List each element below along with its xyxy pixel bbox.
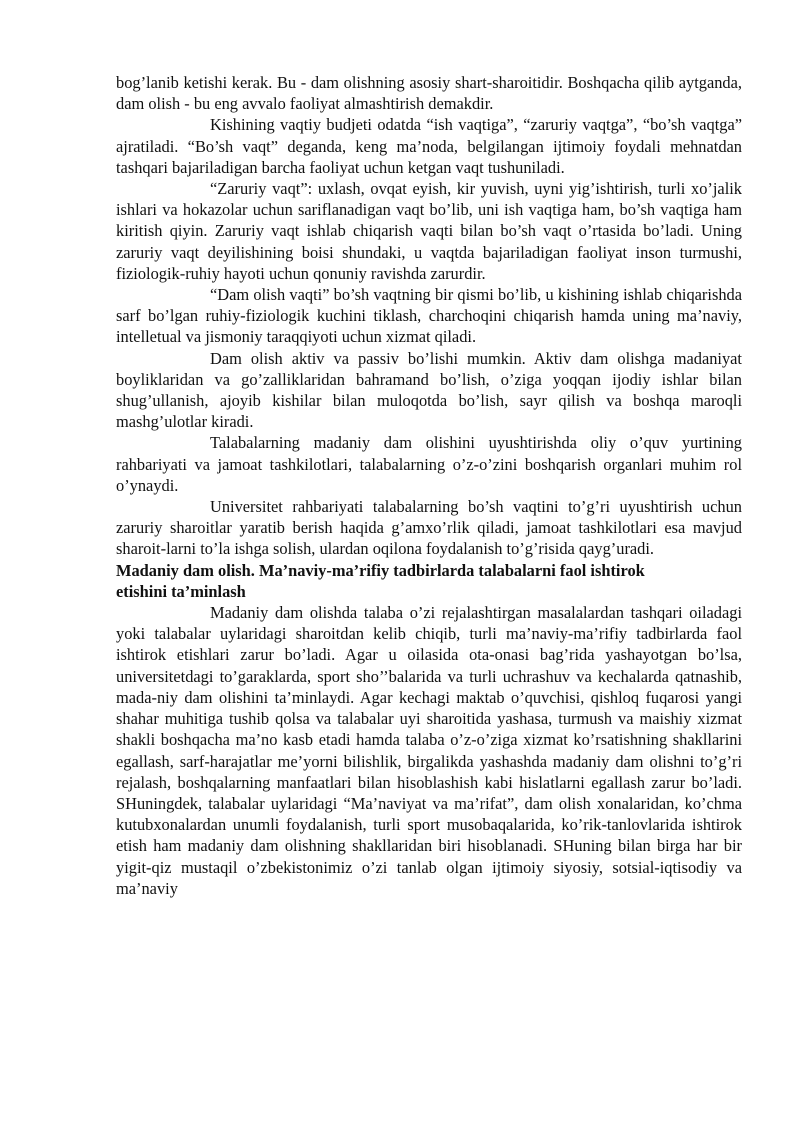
document-page — [116, 72, 742, 899]
section-heading — [116, 560, 742, 602]
paragraph-time-budget: Kishining vaqtiy budjeti odatda “ish vaqtiga”, “zaruriy vaqtga”, “bo’sh vaqtga” ajratiladi. “Bo’sh vaqt” deganda, keng ma’noda, belgilangan ijtimoiy foydali mehnatdan tashqari bajariladigan barcha faoliyat uchun ketgan vaqt tushuniladi. — [116, 115, 742, 177]
paragraph-continuation: bog’lanib ketishi kerak. Bu - dam olishning asosiy shart-sharoitidir. Boshqacha qilib aytganda, dam olish - bu eng avvalo faoliyat almashtirish demakdir. — [116, 73, 742, 114]
section-heading-line-2: etishini ta’minlash — [116, 581, 246, 601]
paragraph-cultural-rest: Madaniy dam olishda talaba o’zi rejalashtirgan masalalardan tashqari oiladagi yoki talabalar uylaridagi sharoitdan kelib chiqib, turli ma’naviy-ma’rifiy tadbirlarda faol ishtirok etishlari zarur bo’ladi. Agar u oilasida ota-onasi bag’rida yashayotgan bo’lsa, universitetdagi to’garaklarda, sport sho’’balarida va turli uchrashuv va kechalarda qatnashib, mada-niy dam olishini ta’minlaydi. Agar kechagi maktab o’quvchisi, qishloq fuqarosi yangi shahar muhitiga tushib qolsa va talabalar uyi sharoitida yashasa, turmush va maishiy xizmat shakli boshqacha ma’no kasb etadi hamda talaba o’z-o’ziga xizmat ko’rsatishning shakllarini egallash, sarf-harajatlar me’yorni bilishlik, birgalikda yashashda madaniy dam olishni to’g’ri rejalash, boshqalarning manfaatlari bilan hisoblashish kabi hislatlarni egallash zarur bo’ladi. SHuningdek, talabalar uylaridagi “Ma’naviyat va ma’rifat”, dam olish xonalaridan, ko’chma kutubxonalardan unumli foydalanish, turli sport musobaqalarida, ko’rik-tanlovlarida ishtirok etish ham madaniy dam olishning shakllaridan biri hisoblanadi. SHuning bilan birga har bir yigit-qiz mustaqil o’zbekistonimiz o’zi tanlab olgan ijtimoiy siyosiy, sotsial-iqtisodiy va ma’naviy — [116, 603, 742, 898]
section-heading-line-1: Madaniy dam olish. Ma’naviy-ma’rifiy tadbirlarda talabalarni faol ishtirok — [116, 560, 645, 580]
paragraph-university-leadership: Universitet rahbariyati talabalarning bo’sh vaqtini to’g’ri uyushtirish uchun zaruriy sharoitlar yaratib berish haqida g’amxo’rlik qiladi, jamoat tashkilotlari esa mavjud sharoit-larni to’la ishga solish, ulardan oqilona foydalanish to’g’risida qayg’uradi. — [116, 497, 742, 559]
paragraph-rest-time: “Dam olish vaqti” bo’sh vaqtning bir qismi bo’lib, u kishining ishlab chiqarishda sarf bo’lgan ruhiy-fiziologik kuchini tiklash, charchoqini chiqarish hamda uning ma’naviy, intelletual va jismoniy taraqqiyoti uchun xizmat qiladi. — [116, 285, 742, 347]
paragraph-necessary-time: “Zaruriy vaqt”: uxlash, ovqat eyish, kir yuvish, uyni yig’ishtirish, turli xo’jalik ishlari va hokazolar uchun sariflanadigan vaqt bo’lib, uni ish vaqtiga ham, bo’sh vaqtiga ham kiritish qiyin. Zaruriy vaqt ishlab chiqarish vaqti bilan bo’sh vaqt o’rtasida bo’ladi. Uning zaruriy vaqt deyilishining boisi shundaki, u vaqtda bajariladigan faoliyat inson turmushi, fiziologik-ruhiy hayoti uchun qonuniy ravishda zarurdir. — [116, 179, 742, 283]
paragraph-active-passive-rest: Dam olish aktiv va passiv bo’lishi mumkin. Aktiv dam olishga madaniyat boyliklaridan va go’zalliklaridan bahramand bo’lish, o’ziga yoqqan ijodiy ishlar bilan shug’ullanish, ajoyib kishilar bilan muloqotda bo’lish, sayr qilish va boshqa maroqli mashg’ulotlar kiradi. — [116, 348, 742, 432]
paragraph-student-rest-organization: Talabalarning madaniy dam olishini uyushtirishda oliy o’quv yurtining rahbariyati va jamoat tashkilotlari, talabalarning o’z-o’zini boshqarish organlari muhim rol o’ynaydi. — [116, 433, 742, 495]
